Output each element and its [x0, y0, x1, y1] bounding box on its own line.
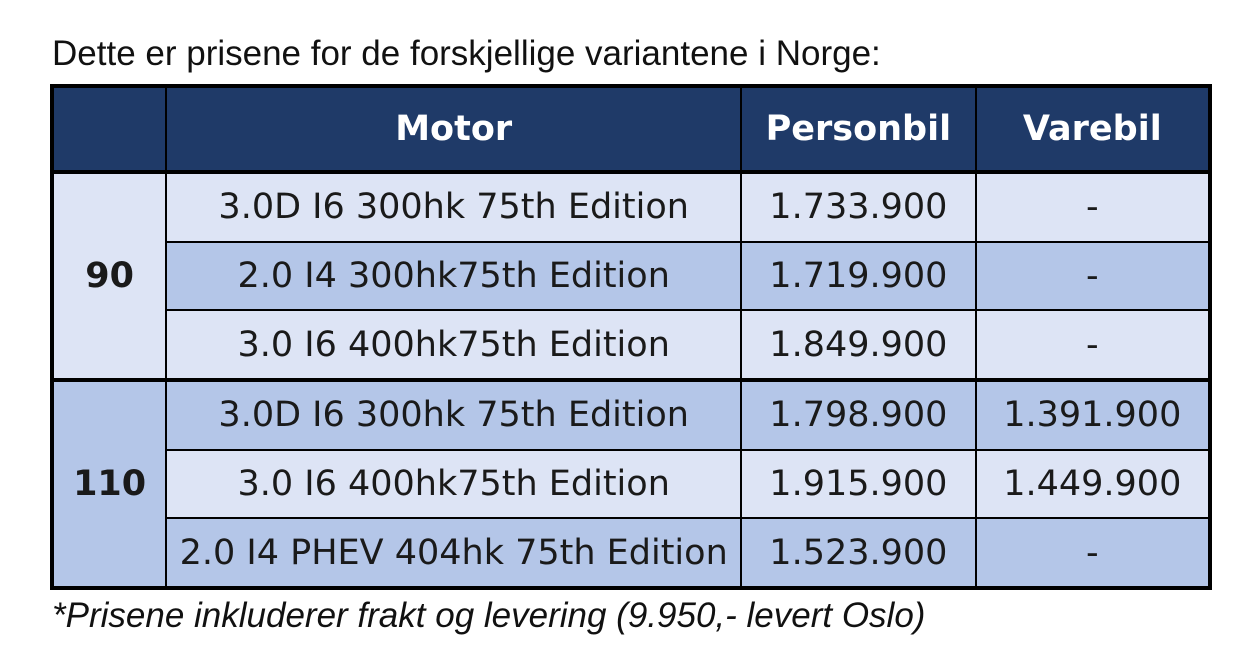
group-label: 110 — [52, 380, 166, 588]
group-label: 90 — [52, 172, 166, 380]
group-90 — [52, 172, 1210, 380]
table-row — [52, 518, 1210, 588]
price-table — [50, 84, 1212, 590]
header-motor: Motor — [166, 86, 741, 172]
table-header-row — [52, 86, 1210, 172]
motor-cell: 2.0 I4 PHEV 404hk 75th Edition — [166, 518, 741, 588]
varebil-cell: - — [976, 310, 1210, 380]
motor-cell: 2.0 I4 300hk75th Edition — [166, 242, 741, 311]
table-row — [52, 242, 1210, 311]
varebil-cell: - — [976, 518, 1210, 588]
varebil-cell: 1.449.900 — [976, 450, 1210, 519]
personbil-cell: 1.733.900 — [741, 172, 975, 242]
table-row — [52, 172, 1210, 242]
header-varebil: Varebil — [976, 86, 1210, 172]
group-110 — [52, 380, 1210, 588]
header-personbil: Personbil — [741, 86, 975, 172]
motor-cell: 3.0 I6 400hk75th Edition — [166, 450, 741, 519]
varebil-cell: - — [976, 172, 1210, 242]
personbil-cell: 1.849.900 — [741, 310, 975, 380]
personbil-cell: 1.915.900 — [741, 450, 975, 519]
varebil-cell: 1.391.900 — [976, 380, 1210, 450]
personbil-cell: 1.523.900 — [741, 518, 975, 588]
page-heading: Dette er prisene for de forskjellige variantene i Norge: — [52, 34, 881, 73]
footnote: *Prisene inkluderer frakt og levering (9.950,- levert Oslo) — [52, 596, 926, 635]
motor-cell: 3.0D I6 300hk 75th Edition — [166, 380, 741, 450]
personbil-cell: 1.719.900 — [741, 242, 975, 311]
table-row — [52, 310, 1210, 380]
table-row — [52, 450, 1210, 519]
varebil-cell: - — [976, 242, 1210, 311]
header-corner — [52, 86, 166, 172]
personbil-cell: 1.798.900 — [741, 380, 975, 450]
motor-cell: 3.0D I6 300hk 75th Edition — [166, 172, 741, 242]
motor-cell: 3.0 I6 400hk75th Edition — [166, 310, 741, 380]
table-row — [52, 380, 1210, 450]
